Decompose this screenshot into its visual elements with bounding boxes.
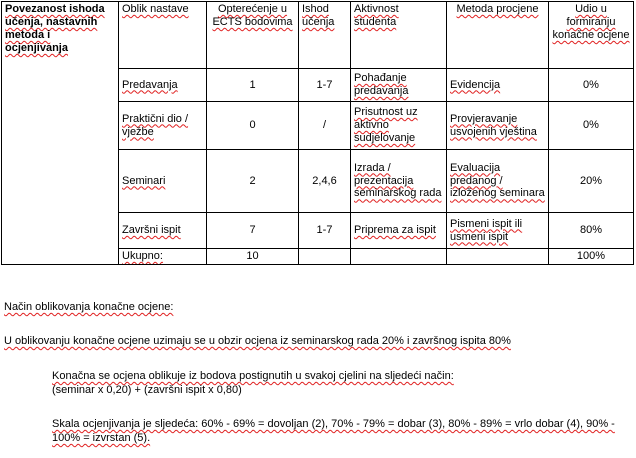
cell-share: 20% bbox=[549, 150, 634, 213]
cell-form: Završni ispit bbox=[119, 213, 207, 249]
cell-ects: 1 bbox=[207, 69, 299, 102]
cell-method: Pismeni ispit ili usmeni ispit bbox=[447, 213, 549, 249]
cell-method: Provjeravanje usvojenih vještina bbox=[447, 102, 549, 150]
cell-form: Praktični dio / vježbe bbox=[119, 102, 207, 150]
cell-share: 0% bbox=[549, 102, 634, 150]
formula-line-2: (seminar x 0,20) + (završni ispit x 0,80) bbox=[52, 384, 242, 396]
cell-activity: Prisutnost uz aktivno sudjelovanje bbox=[351, 102, 447, 150]
row-header-cell bbox=[2, 2, 119, 265]
cell-form: Seminari bbox=[119, 150, 207, 213]
cell-method: Evidencija bbox=[447, 69, 549, 102]
cell-ects: 0 bbox=[207, 102, 299, 150]
assessment-heading: Način oblikovanja konačne ocjene: bbox=[4, 301, 174, 313]
cell-total-share: 100% bbox=[549, 249, 634, 265]
cell-outcome: / bbox=[299, 102, 351, 150]
cell-outcome: 2,4,6 bbox=[299, 150, 351, 213]
cell-outcome: 1-7 bbox=[299, 69, 351, 102]
cell-empty bbox=[299, 249, 351, 265]
cell-form: Predavanja bbox=[119, 69, 207, 102]
cell-total-ects: 10 bbox=[207, 249, 299, 265]
formula-line-1: Konačna se ocjena oblikuje iz bodova postignutih u svakoj cjelini na sljedeći način: bbox=[52, 370, 454, 382]
col-header-share: Udio u formiranju konačne ocjene bbox=[549, 2, 634, 69]
cell-ects: 2 bbox=[207, 150, 299, 213]
cell-outcome: 1-7 bbox=[299, 213, 351, 249]
grading-scale-line-1: Skala ocjenjivanja je sljedeća: 60% - 69% = dovoljan (2), 70% - 79% = dobar (3), 80% - 89% = vrlo dobar (4), 90% - bbox=[52, 418, 615, 430]
cell-share: 0% bbox=[549, 69, 634, 102]
cell-empty bbox=[447, 249, 549, 265]
col-header-outcome: Ishod učenja bbox=[299, 2, 351, 69]
col-header-activity: Aktivnost studenta bbox=[351, 2, 447, 69]
assessment-table bbox=[1, 1, 634, 265]
col-header-form: Oblik nastave bbox=[119, 2, 207, 69]
cell-share: 80% bbox=[549, 213, 634, 249]
grading-scale-line-2: 100% = izvrstan (5). bbox=[52, 432, 151, 444]
col-header-method: Metoda procjene bbox=[447, 2, 549, 69]
cell-method: Evaluacija predanog / izloženog seminara bbox=[447, 150, 549, 213]
cell-ects: 7 bbox=[207, 213, 299, 249]
cell-activity: Izrada / prezentacija seminarskog rada bbox=[351, 150, 447, 213]
col-header-ects: Opterećenje u ECTS bodovima bbox=[207, 2, 299, 69]
assessment-intro: U oblikovanju konačne ocjene uzimaju se u obzir ocjena iz seminarskog rada 20% i završnog ispita 80% bbox=[4, 335, 511, 347]
cell-activity: Pohađanje predavanja bbox=[351, 69, 447, 102]
row-header-text: Povezanost ishoda učenja, nastavnih metoda i ocjenjivanja bbox=[5, 3, 105, 54]
cell-empty bbox=[351, 249, 447, 265]
cell-activity: Priprema za ispit bbox=[351, 213, 447, 249]
cell-total-label: Ukupno: bbox=[119, 249, 207, 265]
